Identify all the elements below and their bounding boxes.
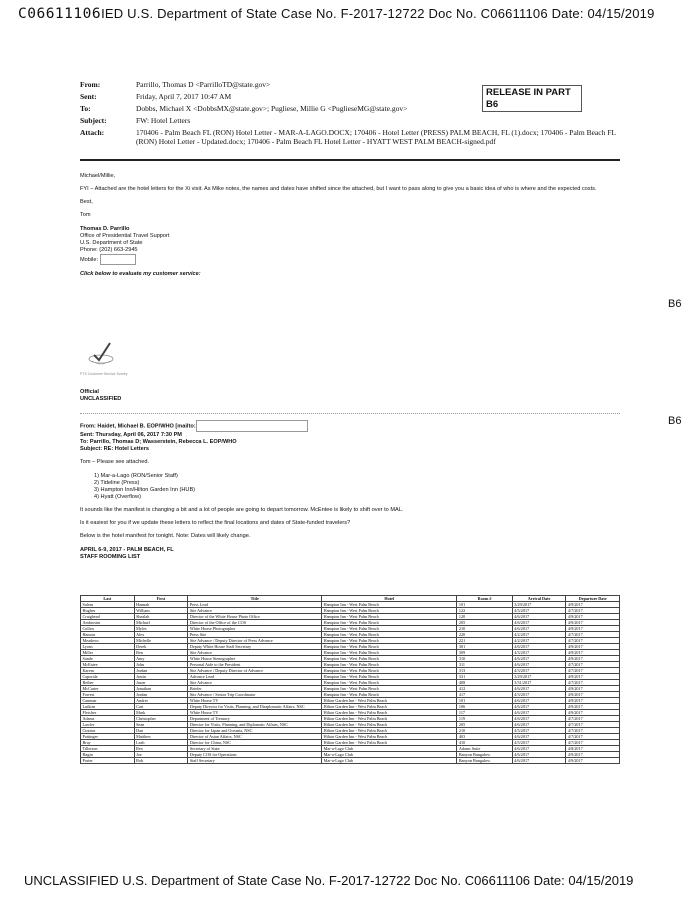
cell-first: William bbox=[134, 608, 188, 614]
cell-first: Jordan bbox=[134, 668, 188, 674]
cell-arrival: 4/6/2017 bbox=[512, 662, 566, 668]
meta-divider bbox=[80, 159, 620, 161]
cell-arrival: 4/6/2017 bbox=[512, 620, 566, 626]
cell-last: Miller bbox=[81, 650, 135, 656]
cell-room: 412 bbox=[457, 686, 512, 692]
cell-room: 101 bbox=[457, 698, 512, 704]
cell-room: 117 bbox=[457, 710, 512, 716]
fwd-greeting: Tom – Please see attached. bbox=[80, 459, 150, 465]
cell-hotel: Hampton Inn - West Palm Beach bbox=[322, 638, 457, 644]
cell-first: Jason bbox=[134, 680, 188, 686]
cell-first: Matthew bbox=[134, 734, 188, 740]
cell-title: Director of Asian Affairs, NSC bbox=[188, 734, 322, 740]
cell-title: Director for China, NSC bbox=[188, 740, 322, 746]
classification-block bbox=[80, 389, 121, 403]
cell-first: Christopher bbox=[134, 716, 188, 722]
fwd-sent: Sent: Thursday, April 06, 2017 7:30 PM bbox=[80, 432, 182, 438]
cell-hotel: Hampton Inn - West Palm Beach bbox=[322, 644, 457, 650]
cell-arrival: 4/6/2017 bbox=[512, 734, 566, 740]
cell-room: 410 bbox=[457, 740, 512, 746]
cell-departure: 4/7/2017 bbox=[566, 716, 620, 722]
cell-hotel: Hilton Garden Inn - West Palm Beach bbox=[322, 698, 457, 704]
cell-departure: 4/9/2017 bbox=[566, 656, 620, 662]
survey-link[interactable]: Click below to evaluate my customer service: bbox=[80, 271, 201, 277]
cell-arrival: 4/6/2017 bbox=[512, 686, 566, 692]
cell-title: White House TV bbox=[188, 710, 322, 716]
cell-arrival: 4/6/2017 bbox=[512, 626, 566, 632]
stamp-caption: PTS Customer Service Survey bbox=[80, 372, 128, 376]
cell-hotel: Hampton Inn - West Palm Beach bbox=[322, 656, 457, 662]
cell-room: 120 bbox=[457, 614, 512, 620]
table-row bbox=[81, 758, 620, 764]
cell-first: Michelle bbox=[134, 638, 188, 644]
cell-hotel: Mar-a-Lago Club bbox=[322, 752, 457, 758]
cell-departure: 4/9/2017 bbox=[566, 686, 620, 692]
cell-departure: 4/7/2017 bbox=[566, 680, 620, 686]
cell-last: Karem bbox=[81, 668, 135, 674]
cell-last: Fletcher bbox=[81, 710, 135, 716]
document-footer: UNCLASSIFIED U.S. Department of State Case No. F-2017-12722 Doc No. C06611106 Date: 04/15/2019 bbox=[24, 873, 634, 888]
cell-room: 403 bbox=[457, 734, 512, 740]
cell-first: Jonathan bbox=[134, 686, 188, 692]
cell-arrival: 3/31/2017 bbox=[512, 680, 566, 686]
attach-value: 170406 - Palm Beach FL (RON) Hotel Letter - MAR-A-LAGO.DOCX; 170406 - Hotel Letter (PRESS) PALM BEACH, FL (1).docx; 170406 - Palm Beach FL (RON) Hotel Letter - Updated.docx; 170406 - Palm Beach FL Hotel Letter - HYATT WEST PALM BEACH-signed.pdf bbox=[136, 128, 616, 146]
cell-last: Cullen bbox=[81, 626, 135, 632]
cell-departure: 4/8/2017 bbox=[566, 746, 620, 752]
cell-hotel: Hampton Inn - West Palm Beach bbox=[322, 692, 457, 698]
signature-dept: U.S. Department of State bbox=[80, 240, 143, 246]
cell-room: Banyon Bungalow bbox=[457, 758, 512, 764]
cell-first: Andrei bbox=[134, 698, 188, 704]
cell-title: Personal Aide to the President bbox=[188, 662, 322, 668]
cell-title: Deputy COS for Operations bbox=[188, 752, 322, 758]
redaction-box bbox=[196, 420, 308, 432]
message-body bbox=[80, 173, 620, 278]
cell-last: Craighead bbox=[81, 614, 135, 620]
forwarded-message bbox=[80, 420, 620, 561]
cell-title: Director for Visits, Planning, and Diplomatic Affairs, NSC bbox=[188, 722, 322, 728]
fwd-paragraph: It sounds like the manifest is changing a bit and a lot of people are going to depart tomorrow. McEntee is likely to shift over to MAL. bbox=[80, 507, 404, 513]
separator bbox=[80, 413, 620, 414]
unclassified-label: UNCLASSIFIED bbox=[80, 396, 122, 402]
cell-first: Michael bbox=[134, 620, 188, 626]
cell-departure: 4/9/2017 bbox=[566, 752, 620, 758]
cell-title: Secretary of State bbox=[188, 746, 322, 752]
cell-title: Site Advance / Senior Trip Coordinator bbox=[188, 692, 322, 698]
cell-first: Derek bbox=[134, 644, 188, 650]
signature-phone: Phone: (202) 663-2945 bbox=[80, 247, 138, 253]
cell-last: Meadows bbox=[81, 638, 135, 644]
fwd-paragraph: Below is the hotel manifest for tonight. Note: Dates will likely change. bbox=[80, 533, 251, 539]
col-title: Title bbox=[188, 596, 322, 602]
cell-last: Salem bbox=[81, 602, 135, 608]
cell-arrival: 4/6/2017 bbox=[512, 704, 566, 710]
cell-arrival: 4/5/2017 bbox=[512, 728, 566, 734]
list-item: 3) Hampton Inn/Hilton Garden Inn (HUB) bbox=[94, 487, 196, 493]
paragraph: FYI – Attached are the hotel letters for the Xi visit. As Mike notes, the names and dates have shifted since the attached, but I want to pass along to give you a basic idea of who is where and the expected costs. bbox=[80, 186, 597, 192]
cell-last: Hanson bbox=[81, 632, 135, 638]
cell-last: Bray bbox=[81, 740, 135, 746]
cell-last: Lawler bbox=[81, 722, 135, 728]
subject-label: Subject: bbox=[80, 116, 107, 125]
doc-id: C06611106 bbox=[18, 6, 102, 22]
cell-departure: 4/7/2017 bbox=[566, 638, 620, 644]
b6-marker: B6 bbox=[668, 415, 682, 427]
cell-first: Ben bbox=[134, 650, 188, 656]
cell-title: Press Site bbox=[188, 632, 322, 638]
cell-first: Myles bbox=[134, 626, 188, 632]
cell-first: Shealah bbox=[134, 614, 188, 620]
release-line-1: RELEASE IN PART bbox=[486, 87, 571, 98]
cell-title: Director for Japan and Oceania, NSC bbox=[188, 728, 322, 734]
cell-first: Sean bbox=[134, 722, 188, 728]
cell-departure: 4/9/2017 bbox=[566, 644, 620, 650]
cell-arrival: 3/29/2017 bbox=[512, 674, 566, 680]
cell-first: Jordan bbox=[134, 692, 188, 698]
cell-room: Banyon Bungalow bbox=[457, 752, 512, 758]
cell-hotel: Hilton Garden Inn - West Palm Beach bbox=[322, 704, 457, 710]
cell-title: Site Advance bbox=[188, 650, 322, 656]
cell-last: Caporale bbox=[81, 674, 135, 680]
cell-title: Department of Treasury bbox=[188, 716, 322, 722]
cell-hotel: Hampton Inn - West Palm Beach bbox=[322, 602, 457, 608]
release-line-2: B6 bbox=[486, 99, 499, 110]
sent-value: Friday, April 7, 2017 10:47 AM bbox=[136, 92, 232, 101]
col-arrival: Arrival Date bbox=[512, 596, 566, 602]
cell-title: Deputy Director for Visits, Planning, and Diraplomatic Affairs, NSC bbox=[188, 704, 322, 710]
cell-departure: 4/9/2017 bbox=[566, 692, 620, 698]
cell-hotel: Hampton Inn - West Palm Beach bbox=[322, 662, 457, 668]
cell-hotel: Hampton Inn - West Palm Beach bbox=[322, 680, 457, 686]
cell-last: McEntee bbox=[81, 662, 135, 668]
greeting: Michael/Millie, bbox=[80, 173, 116, 179]
fwd-to: To: Parrillo, Thomas D; Wasserstein, Rebecca L. EOP/WHO bbox=[80, 439, 237, 445]
cell-last: Adams bbox=[81, 716, 135, 722]
cell-first: Alex bbox=[134, 632, 188, 638]
cell-departure: 4/7/2017 bbox=[566, 722, 620, 728]
cell-departure: 4/7/2017 bbox=[566, 668, 620, 674]
cell-arrival: 4/6/2017 bbox=[512, 716, 566, 722]
cell-hotel: Mar-a-Lago Club bbox=[322, 746, 457, 752]
cell-hotel: Hampton Inn - West Palm Beach bbox=[322, 650, 457, 656]
cell-hotel: Hilton Garden Inn - West Palm Beach bbox=[322, 710, 457, 716]
col-last: Last bbox=[81, 596, 135, 602]
cell-title: White House Photographer bbox=[188, 626, 322, 632]
list-item: 4) Hyatt (Overflow) bbox=[94, 494, 141, 500]
cell-title: Site Advance bbox=[188, 680, 322, 686]
cell-last: Forrest bbox=[81, 692, 135, 698]
to-label: To: bbox=[80, 104, 91, 113]
col-hotel: Hotel bbox=[322, 596, 457, 602]
official-label: Official bbox=[80, 389, 99, 395]
sent-label: Sent: bbox=[80, 92, 97, 101]
table-body bbox=[81, 602, 620, 764]
cell-departure: 4/9/2017 bbox=[566, 674, 620, 680]
cell-last: Cannuar bbox=[81, 698, 135, 704]
cell-room: 331 bbox=[457, 674, 512, 680]
document-header bbox=[18, 6, 655, 22]
cell-hotel: Mar-a-Lago Club bbox=[322, 758, 457, 764]
cell-last: Cintron bbox=[81, 728, 135, 734]
cell-arrival: 4/6/2017 bbox=[512, 746, 566, 752]
cell-departure: 4/7/2017 bbox=[566, 662, 620, 668]
signature-name: Thomas D. Parrillo bbox=[80, 226, 130, 232]
cell-arrival: 4/5/2017 bbox=[512, 608, 566, 614]
mobile-label: Mobile: bbox=[80, 256, 99, 263]
rooming-table bbox=[80, 595, 620, 764]
cell-hotel: Hampton Inn - West Palm Beach bbox=[322, 614, 457, 620]
col-departure: Departure Date bbox=[566, 596, 620, 602]
cell-first: Dan bbox=[134, 728, 188, 734]
cell-first: Justin bbox=[134, 674, 188, 680]
cell-departure: 4/9/2017 bbox=[566, 650, 620, 656]
cell-room: 309 bbox=[457, 650, 512, 656]
cell-last: Hughes bbox=[81, 608, 135, 614]
cell-room: 221 bbox=[457, 638, 512, 644]
col-first: First bbox=[134, 596, 188, 602]
cell-room: 310 bbox=[457, 656, 512, 662]
cell-departure: 4/9/2017 bbox=[566, 620, 620, 626]
cell-departure: 4/7/2017 bbox=[566, 728, 620, 734]
cell-last: Lyons bbox=[81, 644, 135, 650]
cell-departure: 4/9/2017 bbox=[566, 758, 620, 764]
list-subtitle: STAFF ROOMING LIST bbox=[80, 554, 141, 560]
cell-arrival: 4/6/2017 bbox=[512, 722, 566, 728]
cell-room: 122 bbox=[457, 608, 512, 614]
cell-hotel: Hilton Garden Inn - West Palm Beach bbox=[322, 728, 457, 734]
release-stamp bbox=[482, 85, 582, 112]
cell-last: McCarter bbox=[81, 686, 135, 692]
cell-room: 301 bbox=[457, 644, 512, 650]
cell-departure: 4/9/2017 bbox=[566, 704, 620, 710]
attach-label: Attach: bbox=[80, 128, 105, 137]
cell-first: Leah bbox=[134, 740, 188, 746]
cell-first: Rob bbox=[134, 758, 188, 764]
cell-last: Porter bbox=[81, 758, 135, 764]
cell-hotel: Hampton Inn - West Palm Beach bbox=[322, 668, 457, 674]
fwd-paragraph: Is it easiest for you if we update these letters to reflect the final locations and dates of State-funded travelers? bbox=[80, 520, 351, 526]
cell-last: Sande bbox=[81, 656, 135, 662]
cell-arrival: 4/6/2017 bbox=[512, 614, 566, 620]
cell-arrival: 4/6/2017 bbox=[512, 656, 566, 662]
from-label: From: bbox=[80, 80, 101, 89]
cell-arrival: 4/3/2017 bbox=[512, 668, 566, 674]
cell-first: Amy bbox=[134, 656, 188, 662]
cell-room: 205 bbox=[457, 722, 512, 728]
cell-arrival: 4/6/2017 bbox=[512, 698, 566, 704]
cell-arrival: 4/3/2017 bbox=[512, 692, 566, 698]
subject-value: FW: Hotel Letters bbox=[136, 116, 191, 125]
cell-first: Hannah bbox=[134, 602, 188, 608]
list-item: 1) Mar-a-Lago (RON/Senior Staff) bbox=[94, 473, 178, 479]
cell-title: Site Advance bbox=[188, 608, 322, 614]
cell-last: Pottinger bbox=[81, 734, 135, 740]
col-room: Room # bbox=[457, 596, 512, 602]
cell-title: White House TV bbox=[188, 698, 322, 704]
hotel-list bbox=[94, 473, 620, 501]
fwd-from bbox=[80, 420, 620, 432]
cell-first: Rex bbox=[134, 746, 188, 752]
cell-last: Hagin bbox=[81, 752, 135, 758]
cell-arrival: 3/29/2017 bbox=[512, 602, 566, 608]
signature-office: Office of Presidential Travel Support bbox=[80, 233, 170, 239]
cell-departure: 4/7/2017 bbox=[566, 740, 620, 746]
cell-room: 408 bbox=[457, 680, 512, 686]
cell-departure: 4/7/2017 bbox=[566, 632, 620, 638]
cell-departure: 4/9/2017 bbox=[566, 710, 620, 716]
cell-hotel: Hampton Inn - West Palm Beach bbox=[322, 674, 457, 680]
cell-arrival: 4/6/2017 bbox=[512, 752, 566, 758]
cell-hotel: Hampton Inn - West Palm Beach bbox=[322, 608, 457, 614]
cell-room: 210 bbox=[457, 728, 512, 734]
list-title: APRIL 6-9, 2017 - PALM BEACH, FL bbox=[80, 547, 174, 553]
cell-room: 417 bbox=[457, 692, 512, 698]
header-text: U.S. Department of State Case No. F-2017-12722 Doc No. C06611106 Date: 04/15/2019 bbox=[127, 6, 655, 21]
cell-departure: 4/9/2017 bbox=[566, 626, 620, 632]
cell-title: White House Stenographer bbox=[188, 656, 322, 662]
cell-first: Joe bbox=[134, 752, 188, 758]
b6-marker: B6 bbox=[668, 298, 682, 310]
cell-departure: 4/9/2017 bbox=[566, 614, 620, 620]
cell-arrival: 4/2/2017 bbox=[512, 638, 566, 644]
cell-room: 101 bbox=[457, 602, 512, 608]
cell-arrival: 4/3/2017 bbox=[512, 650, 566, 656]
cell-title: Advance Lead bbox=[188, 674, 322, 680]
cell-hotel: Hilton Garden Inn - West Palm Beach bbox=[322, 722, 457, 728]
cell-hotel: Hampton Inn - West Palm Beach bbox=[322, 632, 457, 638]
fwd-subject: Subject: RE: Hotel Letters bbox=[80, 446, 149, 452]
cell-first: John bbox=[134, 662, 188, 668]
cell-room: 210 bbox=[457, 626, 512, 632]
cell-hotel: Hampton Inn - West Palm Beach bbox=[322, 686, 457, 692]
cell-departure: 4/9/2017 bbox=[566, 698, 620, 704]
cell-last: Lutkins bbox=[81, 704, 135, 710]
cell-title: Director of the White House Photo Office bbox=[188, 614, 322, 620]
to-value: Dobbs, Michael X <DobbsMX@state.gov>; Pugliese, Millie G <PuglieseMG@state.gov> bbox=[136, 104, 408, 113]
cell-room: 311 bbox=[457, 662, 512, 668]
cell-room: 119 bbox=[457, 716, 512, 722]
cell-title: Press Lead bbox=[188, 602, 322, 608]
survey-stamp-icon[interactable] bbox=[80, 335, 122, 371]
from-value: Parrillo, Thomas D <ParrilloTD@state.gov> bbox=[136, 80, 271, 89]
fwd-from-text: From: Haidet, Michael B. EOP/WHO [mailto: bbox=[80, 423, 196, 430]
cell-hotel: Hilton Garden Inn - West Palm Beach bbox=[322, 716, 457, 722]
cell-room: Adams Suite bbox=[457, 746, 512, 752]
cell-hotel: Hilton Garden Inn - West Palm Beach bbox=[322, 740, 457, 746]
cell-departure: 4/7/2017 bbox=[566, 734, 620, 740]
cell-last: Tillerson bbox=[81, 746, 135, 752]
cell-room: 106 bbox=[457, 704, 512, 710]
closing: Best, bbox=[80, 199, 93, 205]
cell-room: 220 bbox=[457, 632, 512, 638]
cell-last: Ambrosini bbox=[81, 620, 135, 626]
cell-room: 205 bbox=[457, 620, 512, 626]
cell-arrival: 4/6/2017 bbox=[512, 644, 566, 650]
cell-departure: 4/9/2017 bbox=[566, 602, 620, 608]
cell-title: Deputy White House Staff Secretary bbox=[188, 644, 322, 650]
cell-title: Director of the Office of the COS bbox=[188, 620, 322, 626]
signature-mobile bbox=[80, 254, 620, 265]
cell-arrival: 4/5/2017 bbox=[512, 740, 566, 746]
cell-arrival: 4/2/2017 bbox=[512, 632, 566, 638]
cell-title: Staff Secretary bbox=[188, 758, 322, 764]
cell-room: 313 bbox=[457, 668, 512, 674]
cell-hotel: Hampton Inn - West Palm Beach bbox=[322, 626, 457, 632]
signoff: Tom bbox=[80, 212, 91, 218]
redaction-box bbox=[100, 254, 136, 265]
cell-departure: 4/7/2017 bbox=[566, 608, 620, 614]
cell-first: Mark bbox=[134, 710, 188, 716]
cell-arrival: 4/6/2017 bbox=[512, 710, 566, 716]
classification-fragment: IED bbox=[101, 6, 124, 21]
cell-last: Reiber bbox=[81, 680, 135, 686]
cell-first: Cari bbox=[134, 704, 188, 710]
cell-arrival: 4/6/2017 bbox=[512, 758, 566, 764]
cell-title: Site Advance / Deputy Director of Advance bbox=[188, 668, 322, 674]
cell-title: Site Advance / Deputy Director of Press Advance bbox=[188, 638, 322, 644]
list-item: 2) Tideline (Press) bbox=[94, 480, 140, 486]
cell-hotel: Hampton Inn - West Palm Beach bbox=[322, 620, 457, 626]
cell-title: Briefer bbox=[188, 686, 322, 692]
cell-hotel: Hilton Garden Inn - West Palm Beach bbox=[322, 734, 457, 740]
